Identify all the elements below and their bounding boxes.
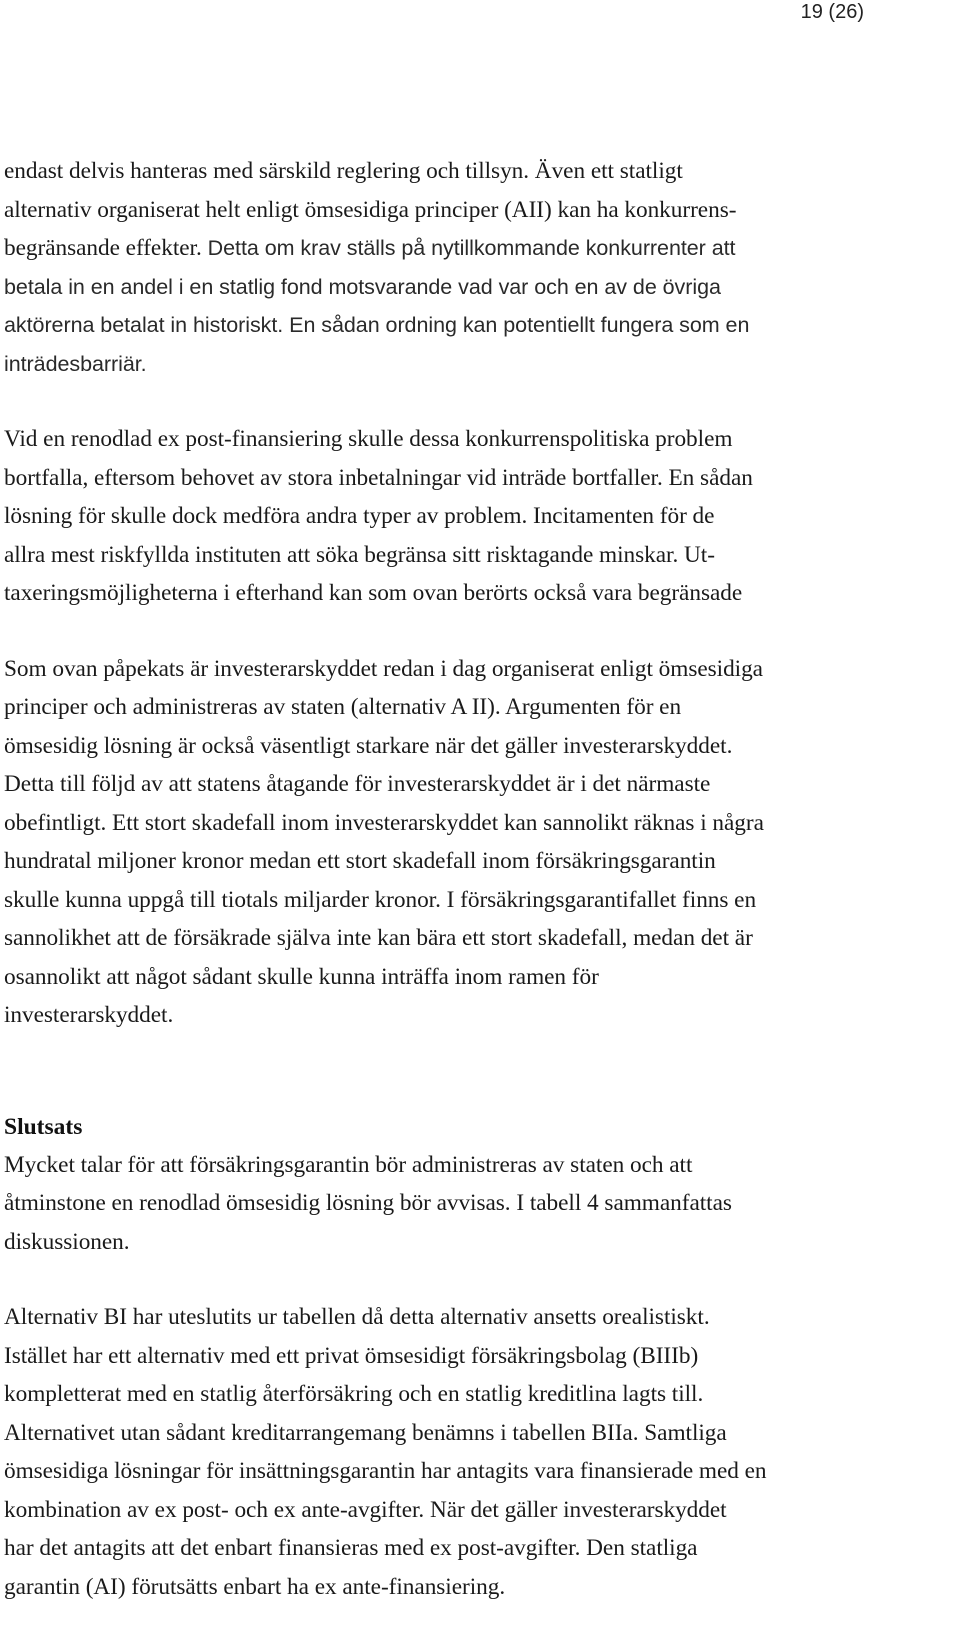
- text-line: Alternativ BI har uteslutits ur tabellen då detta alternativ ansetts orealistiskt.: [4, 1304, 710, 1330]
- text-line: ömsesidiga lösningar för insättningsgarantin har antagits vara finansierade med en: [4, 1458, 767, 1484]
- text-line: Istället har ett alternativ med ett privat ömsesidigt försäkringsbolag (BIIIb): [4, 1342, 699, 1369]
- text-line: Som ovan påpekats är investerarskyddet redan i dag organiserat enligt ömsesidiga: [4, 655, 763, 682]
- text-line: sannolikhet att de försäkrade själva inte kan bära ett stort skadefall, medan det är: [4, 925, 753, 951]
- text-line: bortfalla, eftersom behovet av stora inbetalningar vid inträde bortfaller. En sådan: [4, 464, 753, 491]
- text-line: aktörerna betalat in historiskt. En sådan ordning kan potentiellt fungera som en: [4, 313, 750, 337]
- text-line: betala in en andel i en statlig fond motsvarande vad var och en av de övriga: [4, 274, 721, 299]
- paragraph-2: [4, 420, 956, 613]
- text-line: kombination av ex post- och ex ante-avgifter. När det gäller investerarskyddet: [4, 1496, 727, 1523]
- text-line: kompletterat med en statlig återförsäkring och en statlig kreditlina lagts till.: [4, 1381, 704, 1407]
- paragraph-5: [4, 1298, 956, 1606]
- text-run-sans: Detta om krav ställs på nytillkommande konkurrenter att: [201, 236, 736, 260]
- text-line: åtminstone en renodlad ömsesidig lösning bör avvisas. I tabell 4 sammanfattas: [4, 1190, 732, 1216]
- text-line: skulle kunna uppgå till tiotals miljarder kronor. I försäkringsgarantifallet finns en: [4, 886, 757, 913]
- text-line: osannolikt att något sådant skulle kunna inträffa inom ramen för: [4, 963, 599, 990]
- text-line: allra mest riskfyllda instituten att söka begränsa sitt risktagande minskar. Ut-: [4, 541, 715, 568]
- page-number: 19 (26): [800, 1, 864, 23]
- text-line: investerarskyddet.: [4, 1002, 174, 1028]
- text-line: garantin (AI) förutsätts enbart ha ex ante-finansiering.: [4, 1573, 506, 1600]
- text-line: Vid en renodlad ex post-finansiering skulle dessa konkurrenspolitiska problem: [4, 426, 733, 452]
- text-line: hundratal miljoner kronor medan ett stort skadefall inom försäkringsgarantin: [4, 848, 716, 874]
- text-line: Mycket talar för att försäkringsgarantin bör administreras av staten och att: [4, 1151, 693, 1178]
- text-line: inträdesbarriär.: [4, 351, 147, 376]
- paragraph-3: [4, 650, 956, 1035]
- text-run: begränsande effekter.: [4, 235, 202, 261]
- text-line: endast delvis hanteras med särskild reglering och tillsyn. Även ett statligt: [4, 158, 683, 184]
- text-line: ömsesidig lösning är också väsentligt starkare när det gäller investerarskyddet.: [4, 732, 733, 759]
- text-line: alternativ organiserat helt enligt ömsesidiga principer (AII) kan ha konkurrens-: [4, 196, 737, 223]
- text-line: principer och administreras av staten (alternativ A II). Argumenten för en: [4, 694, 682, 720]
- text-line: diskussionen.: [4, 1228, 130, 1255]
- section-heading: Slutsats: [4, 1113, 83, 1140]
- document-body: [4, 152, 956, 1606]
- text-line: Alternativet utan sådant kreditarrangemang benämns i tabellen BIIa. Samtliga: [4, 1419, 727, 1446]
- text-line: [4, 229, 956, 268]
- text-line: lösning för skulle dock medföra andra typer av problem. Incitamenten för de: [4, 503, 715, 529]
- paragraph-4: [4, 1146, 956, 1262]
- text-line: obefintligt. Ett stort skadefall inom investerarskyddet kan sannolikt räknas i några: [4, 809, 764, 836]
- text-line: har det antagits att det enbart finansieras med ex post-avgifter. Den statliga: [4, 1535, 698, 1561]
- text-line: Detta till följd av att statens åtagande för investerarskyddet är i det närmaste: [4, 771, 711, 797]
- paragraph-1: [4, 152, 956, 383]
- text-line: taxeringsmöjligheterna i efterhand kan som ovan berörts också vara begränsade: [4, 580, 743, 606]
